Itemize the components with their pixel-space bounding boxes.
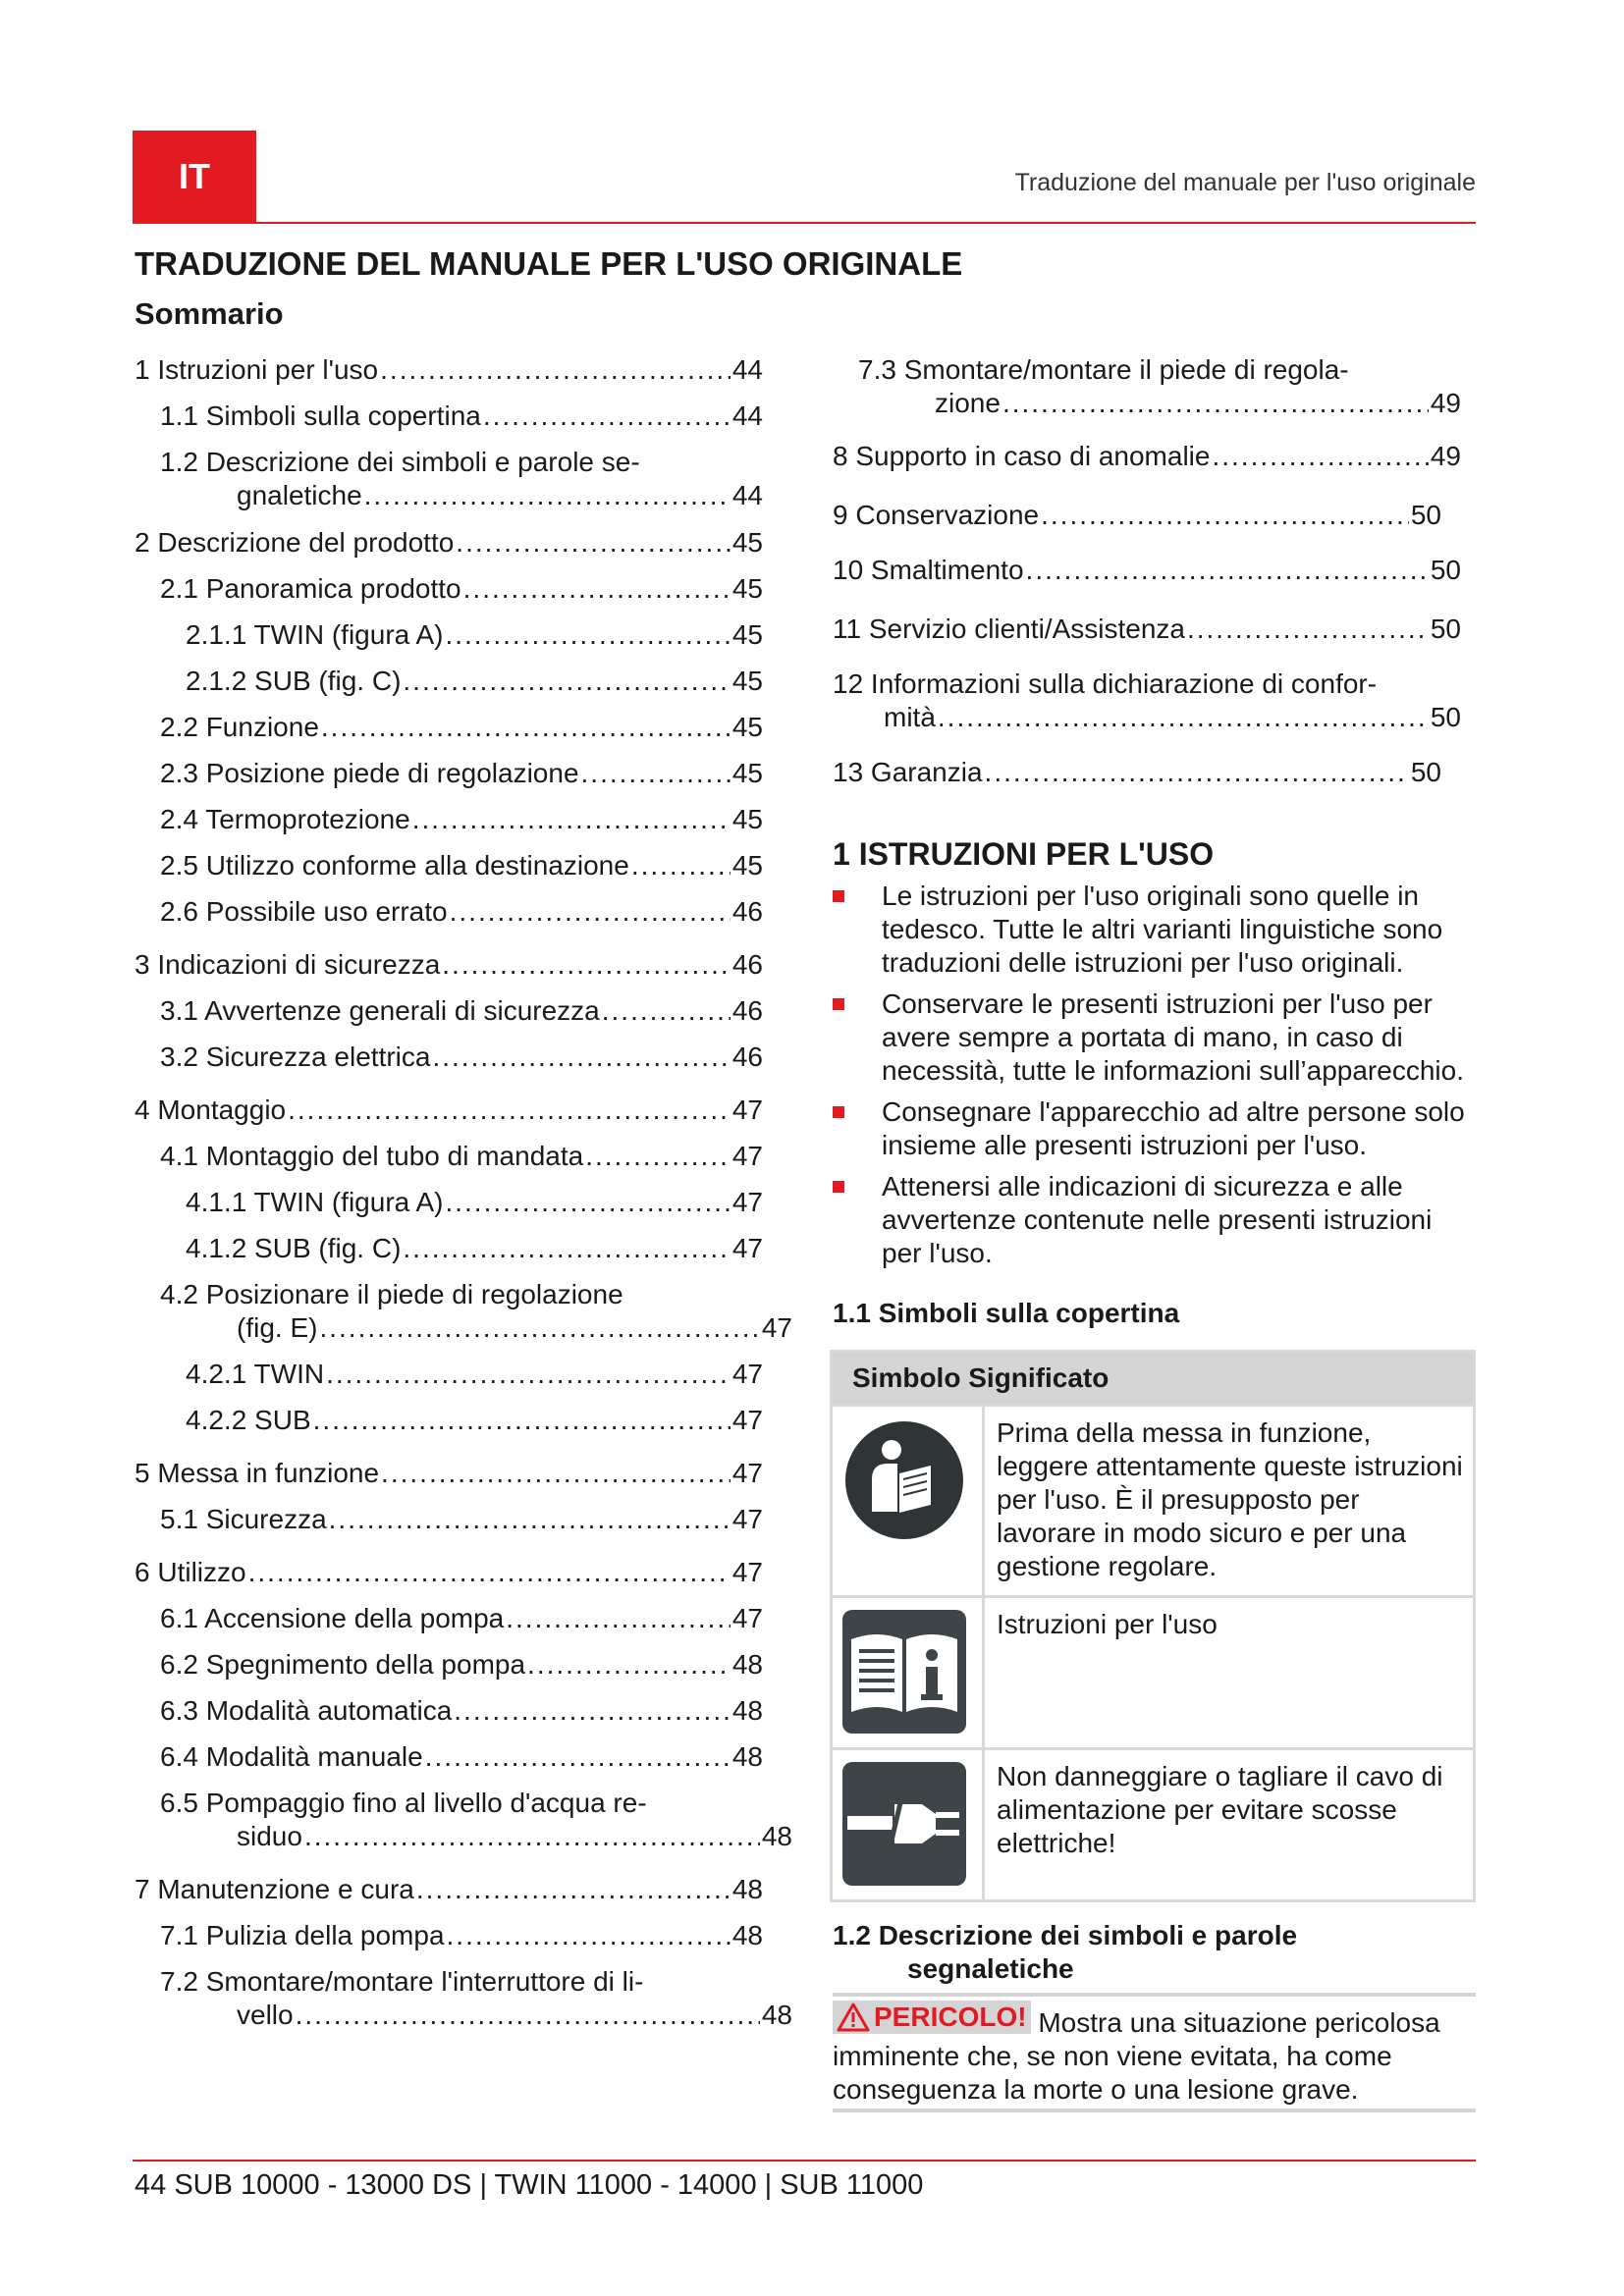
warning-bottom-rule: [833, 2109, 1476, 2112]
subsection-title-line: 1.2 Descrizione dei simboli e parole: [833, 1920, 1298, 1950]
toc-page: 46: [731, 896, 763, 927]
toc-page: 47: [731, 1603, 763, 1633]
warning-top-rule: [833, 1993, 1476, 1997]
warning-triangle-icon: [837, 2002, 870, 2032]
toc-page: 45: [731, 804, 763, 834]
toc-label: 4.1 Montaggio del tubo di mandata: [160, 1141, 584, 1171]
meaning-cell: Prima della messa in funzione, leggere attentamente queste istruzioni per l'uso. È il presupposto per lavorare in modo sicuro e per una gestione regolare.: [984, 1406, 1475, 1597]
header-divider: [133, 222, 1476, 224]
language-tab: [133, 131, 256, 223]
toc-page: 44: [731, 480, 763, 510]
toc-entry[interactable]: [135, 1648, 763, 1682]
toc-label: 6.2 Spegnimento della pompa: [160, 1649, 526, 1680]
toc-label: 4 Montaggio: [135, 1095, 287, 1125]
read-manual-icon: [842, 1418, 966, 1542]
toc-label: 7 Manutenzione e cura: [135, 1874, 414, 1904]
toc-page: 45: [731, 850, 763, 881]
summary-title: Sommario: [135, 296, 284, 331]
toc-page: 47: [731, 1187, 763, 1217]
toc-entry[interactable]: [135, 572, 763, 606]
toc-label-cont: vello: [237, 2000, 294, 2030]
toc-label: 4.2.2 SUB: [186, 1405, 311, 1435]
toc-label: 1.2 Descrizione dei simboli e parole se-: [160, 447, 640, 477]
bullet-item: Attenersi alle indicazioni di sicurezza e alle avvertenze contenute nelle presenti istruzioni per l'uso.: [833, 1170, 1476, 1270]
meaning-cell: Non danneggiare o tagliare il cavo di alimentazione per evitare scosse elettriche!: [984, 1749, 1475, 1901]
table-header-row: [832, 1352, 1475, 1406]
toc-label: 6.4 Modalità manuale: [160, 1741, 423, 1772]
bullet-item: Conservare le presenti istruzioni per l'uso per avere sempre a portata di mano, in caso di necessità, tutte le informazioni sull’apparecchio.: [833, 988, 1476, 1088]
toc-entry[interactable]: [135, 1186, 763, 1219]
toc-label: 6 Utilizzo: [135, 1557, 246, 1587]
toc-label-cont: gnaletiche: [237, 480, 362, 510]
toc-entry[interactable]: [135, 1556, 763, 1589]
table-header: [832, 1352, 1475, 1406]
toc-page: 45: [731, 712, 763, 742]
toc-label: 1.1 Simboli sulla copertina: [160, 400, 481, 431]
toc-label: 11 Servizio clienti/Assistenza: [833, 614, 1185, 644]
toc-label: 1 Istruzioni per l'uso: [135, 354, 379, 385]
toc-page: 50: [1430, 702, 1461, 732]
toc-page: 46: [731, 1041, 763, 1072]
toc-entry[interactable]: [135, 1873, 763, 1906]
subsection-title: [833, 1919, 1297, 1986]
toc-page: 47: [731, 1359, 763, 1389]
toc-page: 48: [731, 1741, 763, 1772]
toc-page: 47: [731, 1504, 763, 1534]
toc-entry[interactable]: [135, 895, 763, 929]
toc-page: 45: [731, 666, 763, 696]
toc-label: 4.1.1 TWIN (figura A): [186, 1187, 444, 1217]
toc-page: 44: [731, 354, 763, 385]
toc-page: 47: [761, 1312, 792, 1343]
toc-entry[interactable]: [833, 756, 1441, 789]
toc-page: 45: [731, 527, 763, 558]
symbols-table: [830, 1350, 1476, 1902]
toc-label: 3.2 Sicurezza elettrica: [160, 1041, 431, 1072]
toc-label: 6.5 Pompaggio fino al livello d'acqua re-: [160, 1788, 647, 1818]
toc-label: 9 Conservazione: [833, 500, 1040, 530]
toc-label: 4.1.2 SUB (fig. C): [186, 1233, 402, 1263]
plug-cut-icon: [842, 1762, 966, 1886]
toc-label: 2.2 Funzione: [160, 712, 319, 742]
toc-label: 2.1.1 TWIN (figura A): [186, 619, 444, 650]
toc-page: 45: [731, 573, 763, 604]
toc-page: 50: [1430, 555, 1461, 585]
toc-entry[interactable]: [135, 1278, 792, 1345]
warning-box: [833, 2001, 1476, 2107]
toc-page: 48: [731, 1920, 763, 1950]
toc-entry[interactable]: [833, 554, 1461, 587]
toc-entry[interactable]: [135, 1457, 763, 1490]
toc-entry[interactable]: [135, 1140, 763, 1173]
toc-entry[interactable]: [135, 353, 763, 387]
toc-label: 6.3 Modalità automatica: [160, 1695, 453, 1726]
col-meaning: Significato: [968, 1362, 1110, 1393]
toc-label: 2.4 Termoprotezione: [160, 804, 410, 834]
toc-left-column: [135, 353, 792, 2032]
bullet-item: Le istruzioni per l'uso originali sono quelle in tedesco. Tutte le altri varianti linguistiche sono traduzioni delle istruzioni per l'uso originali.: [833, 880, 1476, 980]
toc-label-cont: zione: [935, 388, 1001, 418]
toc-entry[interactable]: [833, 667, 1461, 734]
toc-label-cont: mità: [884, 702, 936, 732]
toc-label-cont: (fig. E): [237, 1312, 318, 1343]
toc-label: 7.1 Pulizia della pompa: [160, 1920, 445, 1950]
symbol-cell: [832, 1749, 984, 1901]
toc-entry[interactable]: [135, 1041, 763, 1074]
toc-label: 4.2.1 TWIN: [186, 1359, 325, 1389]
toc-label: 6.1 Accensione della pompa: [160, 1603, 505, 1633]
manual-info-icon: [842, 1610, 966, 1734]
toc-entry[interactable]: [135, 1919, 763, 1952]
warning-text: Mostra una situazione pericolosa imminente che, se non viene evitata, ha come conseguenza la morte o una lesione grave.: [833, 2007, 1440, 2105]
toc-page: 46: [731, 949, 763, 980]
toc-page: 45: [731, 619, 763, 650]
toc-entry[interactable]: [135, 1094, 763, 1127]
toc-entry[interactable]: [135, 526, 763, 560]
toc-entry[interactable]: [135, 1602, 763, 1635]
toc-label: 5 Messa in funzione: [135, 1458, 380, 1488]
toc-page: 48: [731, 1874, 763, 1904]
toc-page: 50: [1410, 757, 1441, 787]
toc-page: 50: [1430, 614, 1461, 644]
toc-entry[interactable]: [135, 1404, 763, 1437]
toc-page: 47: [731, 1458, 763, 1488]
toc-label: 2.1 Panoramica prodotto: [160, 573, 461, 604]
toc-entry[interactable]: [135, 849, 763, 882]
toc-entry[interactable]: [833, 613, 1461, 646]
footer-text: 44 SUB 10000 - 13000 DS | TWIN 11000 - 14000 | SUB 11000: [135, 2169, 924, 2201]
symbol-cell: [832, 1597, 984, 1749]
toc-page: 47: [731, 1557, 763, 1587]
toc-page: 45: [731, 758, 763, 788]
toc-entry[interactable]: [135, 757, 763, 790]
toc-page: 47: [731, 1233, 763, 1263]
toc-label: 10 Smaltimento: [833, 555, 1024, 585]
toc-entry[interactable]: [135, 1787, 792, 1853]
toc-entry[interactable]: [833, 353, 1461, 420]
table-row: [832, 1406, 1475, 1597]
document-title: TRADUZIONE DEL MANUALE PER L'USO ORIGINALE: [135, 245, 963, 282]
toc-page: 50: [1410, 500, 1441, 530]
toc-page: 48: [761, 1821, 792, 1851]
toc-page: 49: [1430, 441, 1461, 471]
subsection-title-line: segnaletiche: [907, 1953, 1074, 1984]
language-code: IT: [179, 156, 210, 196]
toc-label-cont: siduo: [237, 1821, 302, 1851]
toc-label: 2.1.2 SUB (fig. C): [186, 666, 402, 696]
table-row: [832, 1749, 1475, 1901]
toc-entry[interactable]: [135, 446, 763, 512]
warning-label-text: PERICOLO!: [874, 2002, 1027, 2032]
subsection-title: 1.1 Simboli sulla copertina: [833, 1298, 1180, 1328]
meaning-cell: Istruzioni per l'uso: [984, 1597, 1475, 1749]
toc-label: 3 Indicazioni di sicurezza: [135, 949, 441, 980]
toc-entry[interactable]: [833, 440, 1461, 473]
col-symbol: Simbolo: [852, 1362, 961, 1393]
toc-page: 49: [1430, 388, 1461, 418]
toc-entry[interactable]: [135, 400, 763, 433]
table-row: [832, 1597, 1475, 1749]
toc-entry[interactable]: [135, 1965, 792, 2032]
toc-label: 12 Informazioni sulla dichiarazione di confor-: [833, 668, 1378, 699]
toc-right-column: [833, 353, 1461, 789]
toc-entry[interactable]: [135, 803, 763, 836]
toc-label: 13 Garanzia: [833, 757, 983, 787]
toc-label: 2 Descrizione del prodotto: [135, 527, 455, 558]
toc-entry[interactable]: [135, 1740, 763, 1774]
toc-entry[interactable]: [135, 1503, 763, 1536]
toc-label: 5.1 Sicurezza: [160, 1504, 327, 1534]
bullet-list: [833, 880, 1476, 1278]
toc-entry[interactable]: [833, 499, 1441, 532]
toc-label: 3.1 Avvertenze generali di sicurezza: [160, 995, 600, 1026]
toc-label: 2.5 Utilizzo conforme alla destinazione: [160, 850, 629, 881]
toc-page: 46: [731, 995, 763, 1026]
toc-entry[interactable]: [135, 1358, 763, 1391]
toc-label: 7.2 Smontare/montare l'interruttore di li-: [160, 1966, 644, 1997]
header-title: Traduzione del manuale per l'uso originale: [1014, 169, 1476, 196]
toc-entry[interactable]: [135, 618, 763, 652]
warning-label: [833, 2001, 1031, 2034]
section-title: 1 ISTRUZIONI PER L'USO: [833, 836, 1215, 872]
toc-label: 2.6 Possibile uso errato: [160, 896, 448, 927]
toc-entry[interactable]: [135, 1232, 763, 1265]
toc-page: 48: [761, 2000, 792, 2030]
toc-label: 8 Supporto in caso di anomalie: [833, 441, 1211, 471]
bullet-item: Consegnare l'apparecchio ad altre persone solo insieme alle presenti istruzioni per l'uso.: [833, 1095, 1476, 1162]
toc-page: 47: [731, 1141, 763, 1171]
toc-page: 47: [731, 1095, 763, 1125]
toc-entry[interactable]: [135, 1694, 763, 1728]
toc-entry[interactable]: [135, 665, 763, 698]
symbol-cell: [832, 1406, 984, 1597]
toc-page: 48: [731, 1695, 763, 1726]
toc-entry[interactable]: [135, 711, 763, 744]
toc-entry[interactable]: [135, 948, 763, 982]
toc-page: 44: [731, 400, 763, 431]
toc-entry[interactable]: [135, 994, 763, 1028]
toc-label: 7.3 Smontare/montare il piede di regola-: [858, 354, 1349, 385]
footer-divider: [133, 2160, 1476, 2162]
toc-page: 47: [731, 1405, 763, 1435]
toc-page: 48: [731, 1649, 763, 1680]
toc-label: 2.3 Posizione piede di regolazione: [160, 758, 579, 788]
toc-label: 4.2 Posizionare il piede di regolazione: [160, 1279, 623, 1309]
